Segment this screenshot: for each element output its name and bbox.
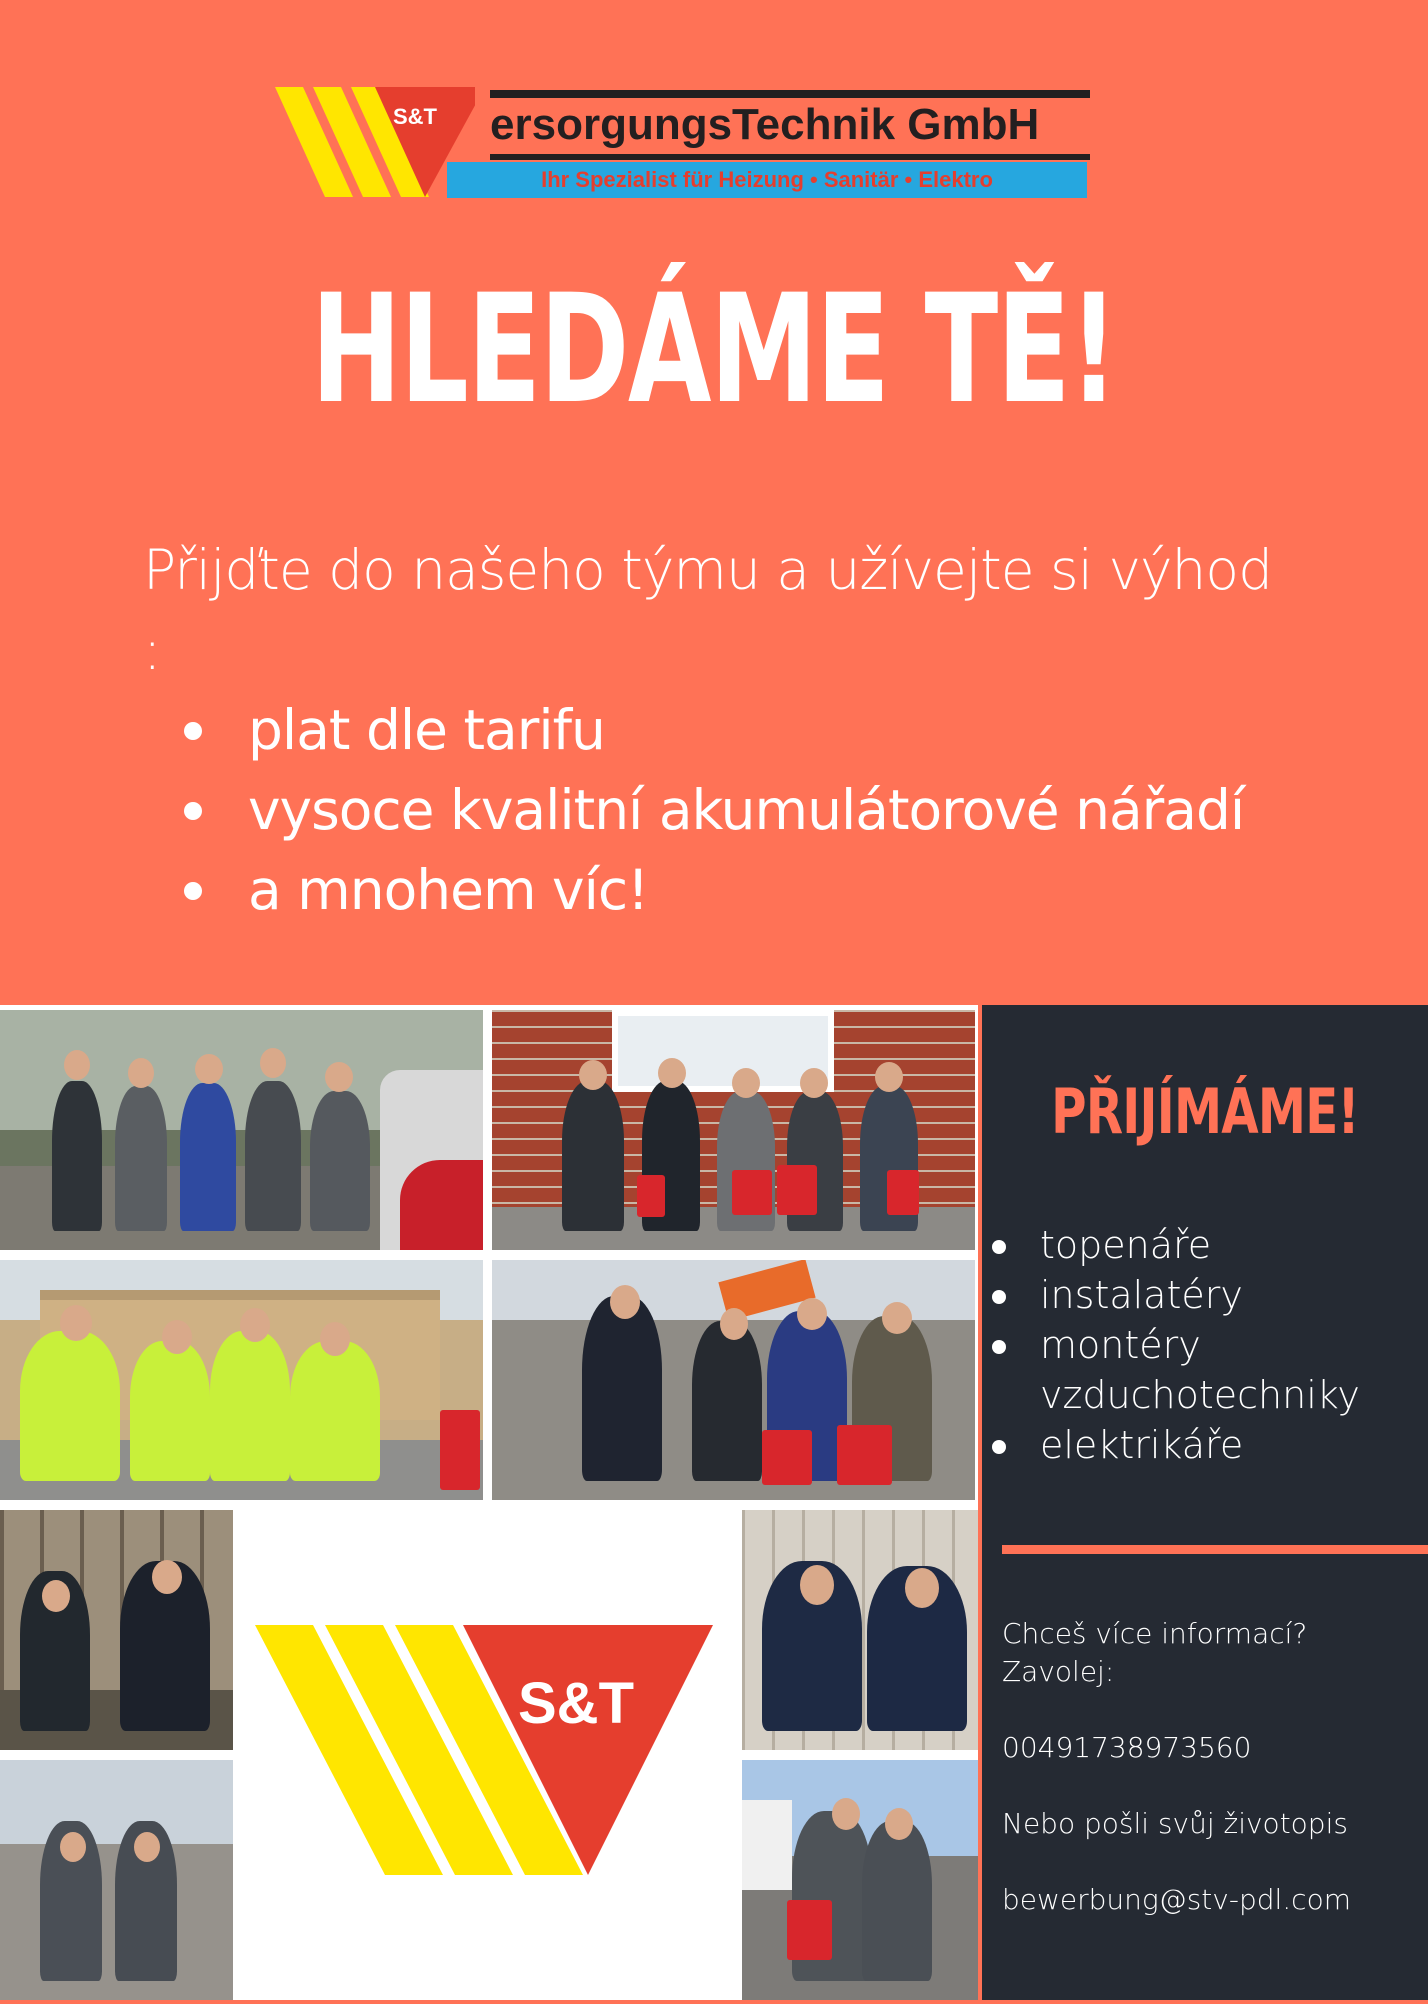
contact-question: Chceš více informací? Zavolej: xyxy=(1002,1617,1308,1688)
company-logo xyxy=(275,82,1090,202)
team-photo xyxy=(0,1260,483,1500)
contact-cv-text: Nebo pošli svůj životopis xyxy=(1002,1807,1348,1840)
hiring-sidebar xyxy=(978,1005,1428,2000)
contact-email[interactable]: bewerbung@stv-pdl.com xyxy=(1002,1883,1351,1916)
logo-rule-mid xyxy=(490,154,1090,160)
role-item: topenáře xyxy=(990,1220,1428,1270)
team-photo xyxy=(492,1260,975,1500)
sidebar-title: PŘIJÍMÁME! xyxy=(1051,1075,1359,1148)
team-photo xyxy=(0,1510,233,1750)
benefit-item: plat dle tarifu xyxy=(180,690,1244,770)
benefits-list xyxy=(180,690,1244,930)
center-logo xyxy=(233,1510,741,2000)
role-item: elektrikáře xyxy=(990,1420,1428,1470)
contact-phone[interactable]: 00491738973560 xyxy=(1002,1731,1252,1764)
center-logo-text: S&T xyxy=(518,1671,634,1736)
roles-list xyxy=(990,1220,1428,1470)
benefit-item: vysoce kvalitní akumulátorové nářadí xyxy=(180,770,1244,850)
team-photo xyxy=(742,1510,978,1750)
team-photo xyxy=(0,1010,483,1250)
logo-stripes-icon xyxy=(275,82,475,202)
logo-tagline: Ihr Spezialist für Heizung • Sanitär • Elektro xyxy=(447,162,1087,198)
team-photo xyxy=(0,1760,233,2000)
role-item: montéry vzduchotechniky xyxy=(990,1320,1428,1420)
team-photo xyxy=(742,1760,978,2000)
logo-st-text: S&T xyxy=(393,104,437,129)
contact-block xyxy=(1002,1615,1422,1919)
team-photo xyxy=(492,1010,975,1250)
st-logo-icon xyxy=(233,1510,741,2000)
role-item: instalatéry xyxy=(990,1270,1428,1320)
benefit-item: a mnohem víc! xyxy=(180,850,1244,930)
logo-company-name: ersorgungsTechnik GmbH xyxy=(490,100,1040,149)
intro-text: Přijďte do našeho týmu a užívejte si výhod : xyxy=(143,538,1272,682)
headline: HLEDÁME TĚ! xyxy=(311,263,1117,437)
sidebar-divider xyxy=(1002,1545,1428,1554)
logo-rule-top xyxy=(490,90,1090,98)
